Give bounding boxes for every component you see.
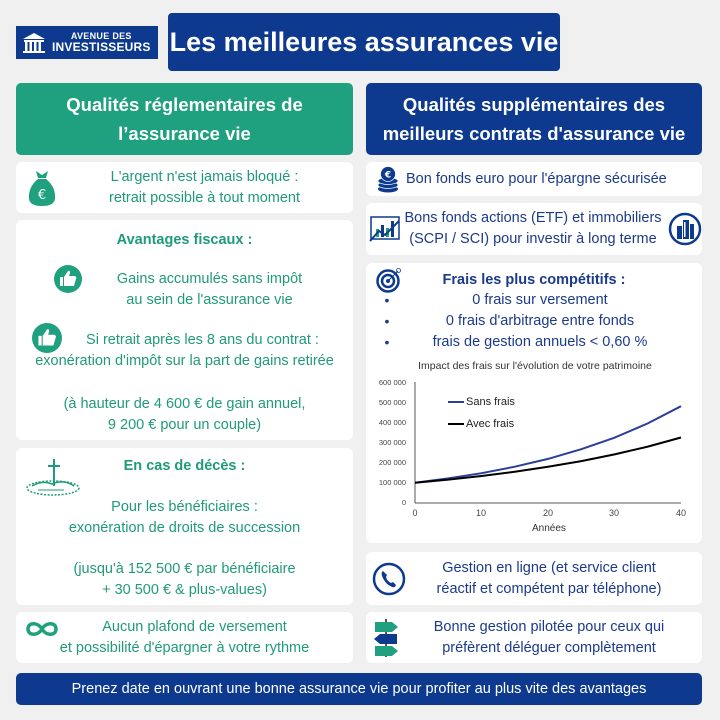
bullet-icon: • bbox=[384, 292, 390, 308]
card-title: Avantages fiscaux : bbox=[116, 232, 253, 248]
bank-columns-icon bbox=[22, 32, 46, 54]
y-tick: 600 000 bbox=[378, 378, 406, 387]
right-header-line1: Qualités supplémentaires des bbox=[402, 94, 666, 115]
card-note: (à hauteur de 4 600 € de gain annuel, bbox=[63, 396, 306, 412]
card-managed-portfolio bbox=[366, 612, 702, 663]
chart-title: Impact des frais sur l'évolution de votre patrimoine bbox=[418, 360, 652, 372]
card-note: + 30 500 € & plus-values) bbox=[102, 582, 267, 598]
card-tax-advantages bbox=[16, 220, 353, 440]
card-note: (jusqu'à 152 500 € par bénéficiaire bbox=[73, 561, 296, 577]
card-line: L'argent n'est jamais bloqué : bbox=[110, 169, 299, 185]
card-line: Pour les bénéficiaires : bbox=[111, 499, 258, 515]
y-tick: 200 000 bbox=[378, 458, 406, 467]
legend-swatch bbox=[448, 401, 464, 403]
logo-line2: INVESTISSEURS bbox=[52, 40, 151, 54]
logo-line1: AVENUE DES bbox=[70, 31, 132, 41]
footer-banner: Prenez date en ouvrant une bonne assurance vie pour profiter au plus vite des avantages bbox=[16, 673, 702, 705]
card-line: au sein de l'assurance vie bbox=[126, 292, 293, 308]
svg-text:€: € bbox=[384, 170, 392, 181]
fees-bullet-list bbox=[366, 290, 702, 353]
card-title: En cas de décès : bbox=[123, 458, 246, 474]
y-tick: 300 000 bbox=[378, 438, 406, 447]
card-online-management bbox=[366, 552, 702, 605]
euro-coins-icon bbox=[376, 166, 400, 193]
y-tick: 500 000 bbox=[378, 398, 406, 407]
card-line: exonération d'impôt sur la part de gains retirée bbox=[35, 353, 334, 369]
x-tick: 10 bbox=[475, 508, 486, 518]
card-line: Si retrait après les 8 ans du contrat : bbox=[86, 332, 319, 348]
card-euro-fund bbox=[366, 162, 702, 196]
legend-swatch bbox=[448, 423, 464, 425]
card-line: Aucun plafond de versement bbox=[102, 619, 287, 635]
card-line: et possibilité d'épargner à votre rythme bbox=[59, 640, 310, 656]
money-bag-euro-icon bbox=[26, 169, 58, 207]
fees-impact-chart bbox=[374, 360, 696, 540]
x-axis-label: Années bbox=[532, 523, 566, 534]
card-line: Bon fonds euro pour l'épargne sécurisée bbox=[406, 171, 667, 187]
card-line: Gains accumulés sans impôt bbox=[116, 271, 303, 287]
y-tick: 100 000 bbox=[378, 478, 406, 487]
bullet-icon: • bbox=[384, 313, 390, 329]
card-line: réactif et compétent par téléphone) bbox=[436, 581, 662, 597]
page-title: Les meilleures assurances vie bbox=[168, 13, 560, 71]
buildings-icon bbox=[668, 212, 702, 246]
legend-item: Sans frais bbox=[448, 396, 515, 408]
left-header-line1: Qualités réglementaires de bbox=[66, 94, 303, 115]
card-line: Bonne gestion pilotée pour ceux qui bbox=[433, 619, 665, 635]
card-line: exonération de droits de succession bbox=[68, 520, 301, 536]
phone-icon bbox=[372, 562, 406, 596]
card-line: Bons fonds actions (ETF) et immobiliers bbox=[404, 210, 662, 226]
card-line: retrait possible à tout moment bbox=[108, 190, 300, 206]
left-column-header bbox=[16, 83, 353, 155]
bullet-icon: • bbox=[384, 334, 390, 350]
card-title: Frais les plus compétitifs : bbox=[442, 272, 626, 288]
x-tick: 0 bbox=[412, 508, 418, 518]
card-etf-real-estate bbox=[366, 203, 702, 255]
left-header-line2: l’assurance vie bbox=[118, 123, 251, 144]
right-column-header bbox=[366, 83, 702, 155]
card-death-benefits bbox=[16, 448, 353, 605]
card-money-unlocked bbox=[16, 162, 353, 213]
list-item: • 0 frais d'arbitrage entre fonds bbox=[366, 311, 702, 332]
x-tick: 40 bbox=[675, 508, 686, 518]
legend-item: Avec frais bbox=[448, 418, 514, 430]
svg-text:€: € bbox=[37, 188, 47, 203]
card-line: (SCPI / SCI) pour investir à long terme bbox=[409, 231, 657, 247]
logo bbox=[16, 26, 158, 59]
y-tick: 0 bbox=[401, 498, 406, 507]
signpost-arrows-icon bbox=[372, 618, 400, 658]
list-item: • frais de gestion annuels < 0,60 % bbox=[366, 332, 702, 353]
card-line: Gestion en ligne (et service client bbox=[442, 560, 656, 576]
x-tick: 20 bbox=[542, 508, 553, 518]
card-note: 9 200 € pour un couple) bbox=[107, 417, 262, 433]
list-item: • 0 frais sur versement bbox=[366, 290, 702, 311]
card-line: préfèrent déléguer complètement bbox=[442, 640, 656, 656]
y-tick: 400 000 bbox=[378, 418, 406, 427]
card-no-deposit-cap bbox=[16, 612, 353, 663]
right-header-line2: meilleurs contrats d'assurance vie bbox=[382, 123, 686, 144]
x-tick: 30 bbox=[608, 508, 619, 518]
